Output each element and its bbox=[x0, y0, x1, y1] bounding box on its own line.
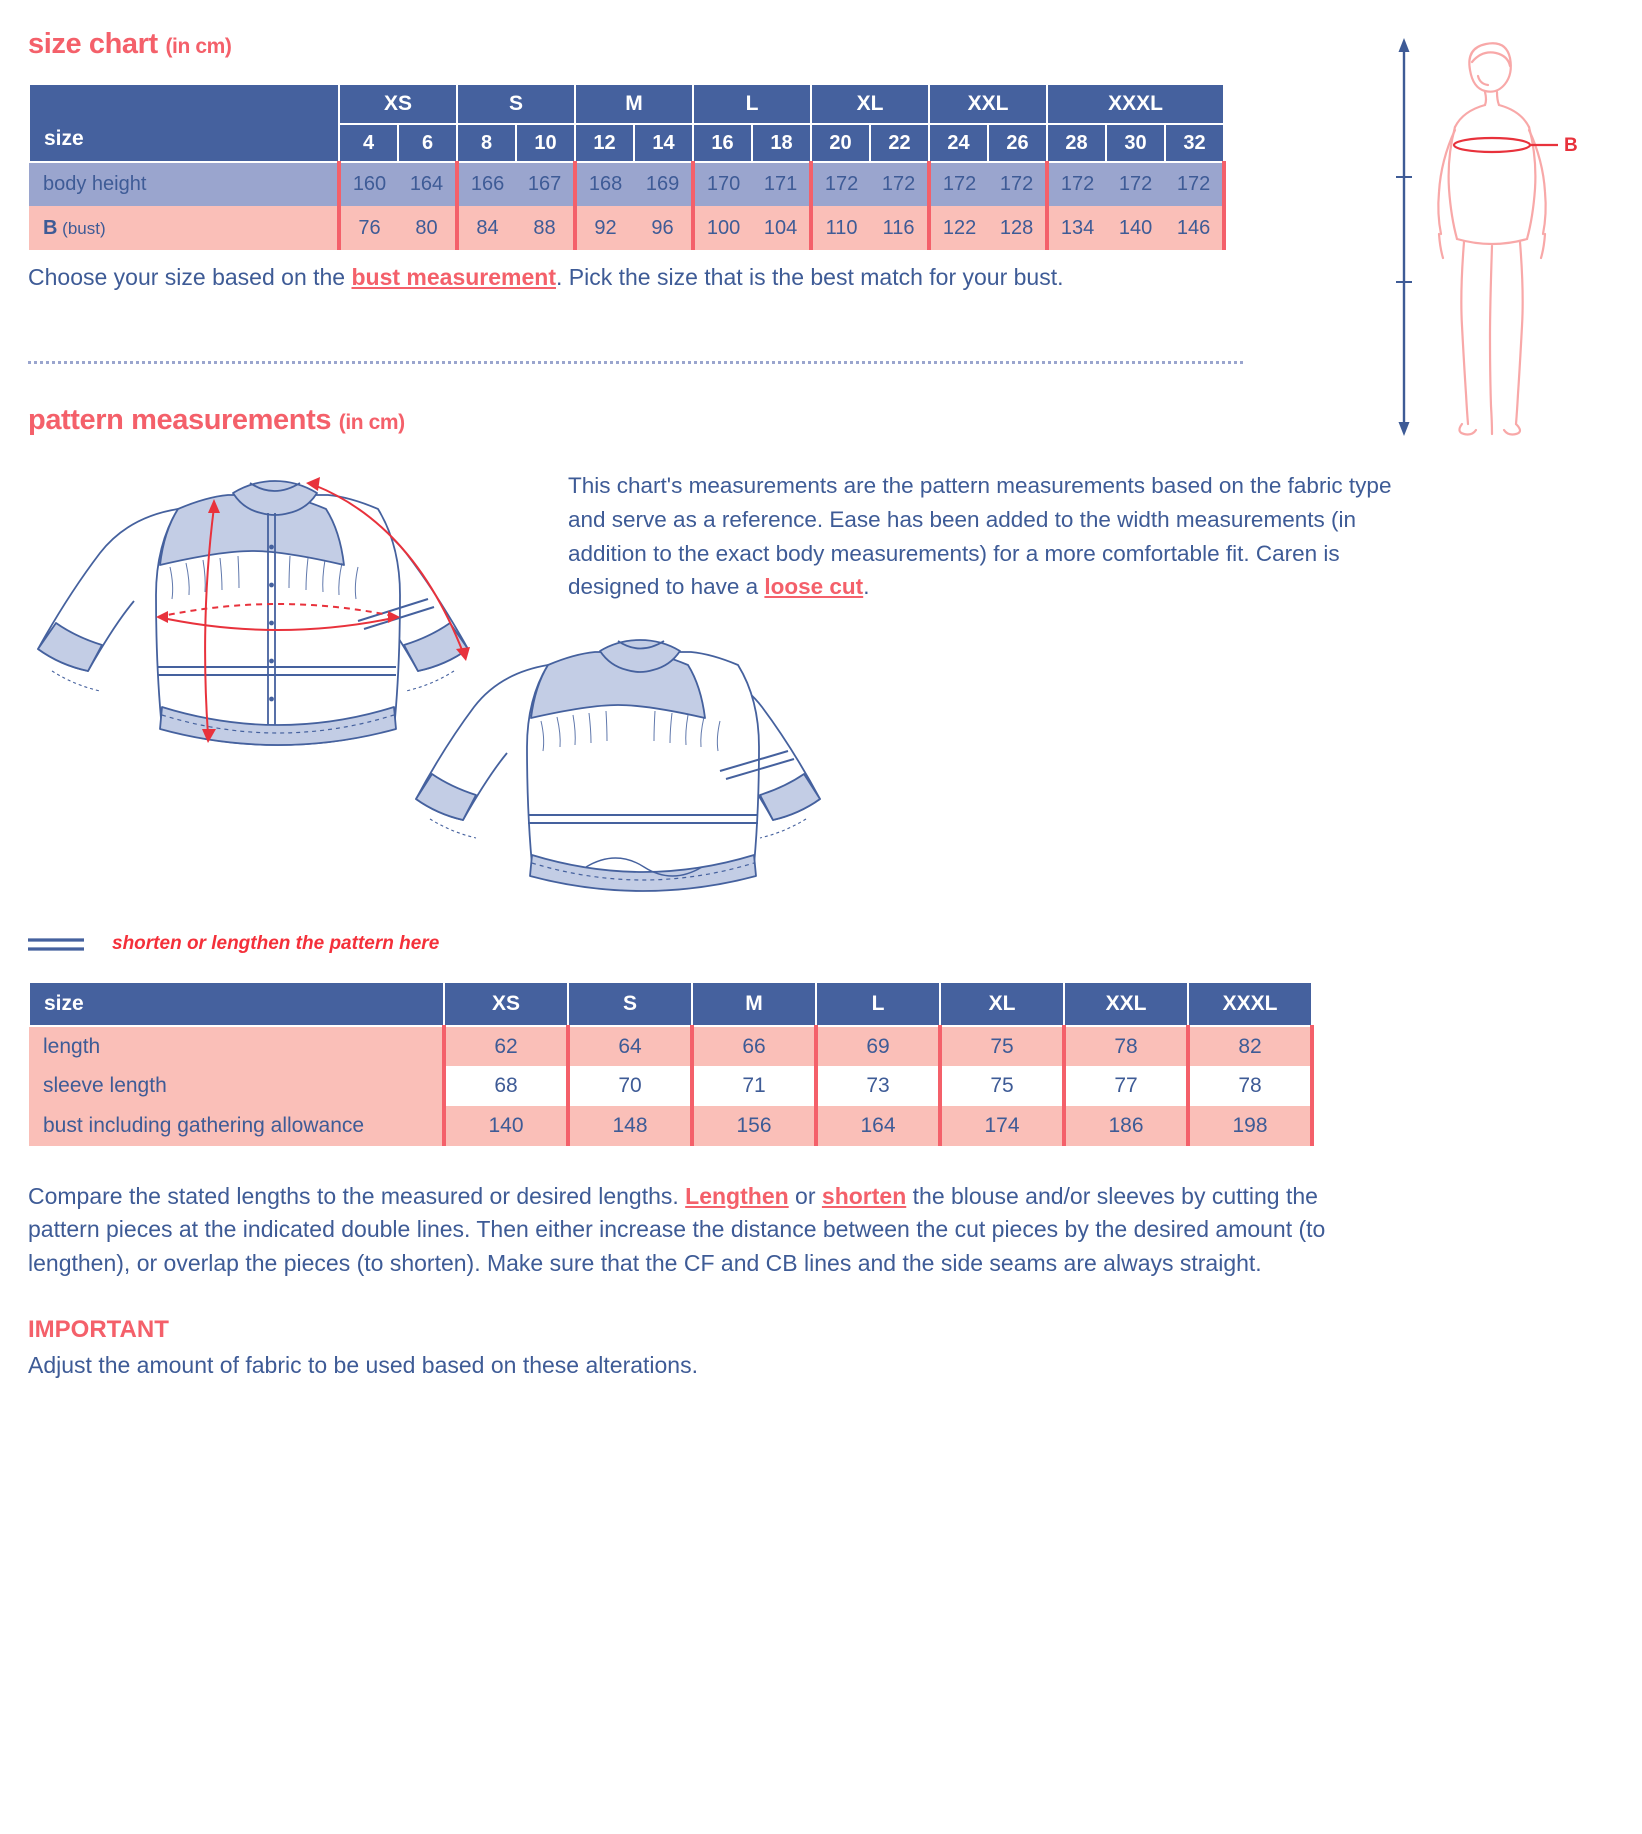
pattern-intro-part1: This chart's measurements are the pattern measurements based on the fabric type and serve as a reference. Ease has been added to the width measurements (in addition to the exact body measurements) for a more comfortable fit. Caren is designed to have a bbox=[568, 473, 1392, 600]
size-chart-label-cell: size bbox=[29, 84, 339, 162]
shorten-lengthen-text: shorten or lengthen the pattern here bbox=[112, 933, 440, 955]
pattern-size-xxl: XXL bbox=[1064, 982, 1188, 1026]
numeric-size-6: 6 bbox=[398, 124, 457, 162]
bust-8: 84 bbox=[457, 206, 516, 250]
size-header-xxxl: XXXL bbox=[1047, 84, 1224, 124]
row-label-bust-letter: B bbox=[43, 216, 58, 239]
bust-allowance-xxl: 186 bbox=[1064, 1106, 1188, 1146]
length-xxl: 78 bbox=[1064, 1026, 1188, 1066]
important-body-text: Adjust the amount of fabric to be used based on these alterations. bbox=[28, 1352, 698, 1379]
loose-cut-link[interactable]: loose cut bbox=[764, 574, 864, 600]
size-chart-unit: (in cm) bbox=[165, 35, 232, 58]
note-text-part2: . Pick the size that is the best match for your bust. bbox=[556, 264, 1064, 290]
numeric-size-28: 28 bbox=[1047, 124, 1106, 162]
body-height-10: 167 bbox=[516, 162, 575, 206]
numeric-size-16: 16 bbox=[693, 124, 752, 162]
bust-18: 104 bbox=[752, 206, 811, 250]
pattern-unit: (in cm) bbox=[338, 411, 405, 435]
pattern-intro-text bbox=[568, 469, 1398, 604]
numeric-size-8: 8 bbox=[457, 124, 516, 162]
sleeve-length-l: 73 bbox=[816, 1066, 940, 1106]
body-height-26: 172 bbox=[988, 162, 1047, 206]
alteration-instructions bbox=[28, 1180, 1358, 1280]
size-header-l: L bbox=[693, 84, 811, 124]
body-height-28: 172 bbox=[1047, 162, 1106, 206]
bust-28: 134 bbox=[1047, 206, 1106, 250]
sleeve-length-m: 71 bbox=[692, 1066, 816, 1106]
bust-4: 76 bbox=[339, 206, 398, 250]
bust-allowance-m: 156 bbox=[692, 1106, 816, 1146]
numeric-size-26: 26 bbox=[988, 124, 1047, 162]
pattern-size-l: L bbox=[816, 982, 940, 1026]
body-height-6: 164 bbox=[398, 162, 457, 206]
size-header-xs: XS bbox=[339, 84, 457, 124]
pattern-measurements-table bbox=[28, 981, 1314, 1146]
body-height-30: 172 bbox=[1106, 162, 1165, 206]
bust-allowance-l: 164 bbox=[816, 1106, 940, 1146]
bust-allowance-xs: 140 bbox=[444, 1106, 568, 1146]
bust-26: 128 bbox=[988, 206, 1047, 250]
pattern-row-length bbox=[29, 1026, 1312, 1066]
row-label-bust-word: (bust) bbox=[57, 218, 106, 238]
length-l: 69 bbox=[816, 1026, 940, 1066]
numeric-size-30: 30 bbox=[1106, 124, 1165, 162]
bust-marker-label: B bbox=[1564, 135, 1578, 156]
alteration-part3: the blouse and/or sleeves by cutting the pattern pieces at the indicated double lines. Then either increase the distance between the cut pieces by the desired amount (to lengthen), or overlap the pieces (to shorten). Make sure that the CF and CB lines and the side seams are always straight. bbox=[28, 1183, 1326, 1276]
size-chart-header-row-sizes bbox=[29, 84, 1224, 124]
numeric-size-20: 20 bbox=[811, 124, 870, 162]
row-label-body-height: body height bbox=[29, 162, 339, 206]
alteration-part2: or bbox=[788, 1183, 822, 1210]
bust-14: 96 bbox=[634, 206, 693, 250]
body-height-24: 172 bbox=[929, 162, 988, 206]
numeric-size-22: 22 bbox=[870, 124, 929, 162]
shorten-link[interactable]: shorten bbox=[821, 1183, 907, 1210]
pattern-size-xl: XL bbox=[940, 982, 1064, 1026]
body-height-16: 170 bbox=[693, 162, 752, 206]
numeric-size-32: 32 bbox=[1165, 124, 1224, 162]
sleeve-length-xs: 68 bbox=[444, 1066, 568, 1106]
body-height-20: 172 bbox=[811, 162, 870, 206]
pattern-size-s: S bbox=[568, 982, 692, 1026]
bust-12: 92 bbox=[575, 206, 634, 250]
size-header-xl: XL bbox=[811, 84, 929, 124]
body-height-4: 160 bbox=[339, 162, 398, 206]
numeric-size-18: 18 bbox=[752, 124, 811, 162]
numeric-size-10: 10 bbox=[516, 124, 575, 162]
bust-30: 140 bbox=[1106, 206, 1165, 250]
bust-allowance-s: 148 bbox=[568, 1106, 692, 1146]
body-height-32: 172 bbox=[1165, 162, 1224, 206]
table-row-bust bbox=[29, 206, 1224, 250]
pattern-intro-part2: . bbox=[863, 574, 870, 600]
note-text-part1: Choose your size based on the bbox=[28, 264, 352, 290]
sleeve-length-xl: 75 bbox=[940, 1066, 1064, 1106]
sleeve-length-xxxl: 78 bbox=[1188, 1066, 1312, 1106]
size-chart-note bbox=[28, 262, 1238, 293]
alteration-part1: Compare the stated lengths to the measured or desired lengths. bbox=[28, 1183, 686, 1210]
pattern-size-xxxl: XXXL bbox=[1188, 982, 1312, 1026]
shorten-lengthen-legend bbox=[28, 933, 1642, 955]
bust-6: 80 bbox=[398, 206, 457, 250]
lengthen-link[interactable]: Lengthen bbox=[685, 1183, 789, 1210]
pattern-row-sleeve-length bbox=[29, 1066, 1312, 1106]
size-header-xxl: XXL bbox=[929, 84, 1047, 124]
sleeve-length-s: 70 bbox=[568, 1066, 692, 1106]
bust-32: 146 bbox=[1165, 206, 1224, 250]
numeric-size-12: 12 bbox=[575, 124, 634, 162]
blouse-back-illustration bbox=[408, 629, 868, 929]
length-m: 66 bbox=[692, 1026, 816, 1066]
body-height-8: 166 bbox=[457, 162, 516, 206]
pattern-measurements-section bbox=[28, 404, 1642, 1379]
length-xl: 75 bbox=[940, 1026, 1064, 1066]
body-figure-illustration bbox=[1392, 32, 1632, 442]
section-divider bbox=[28, 361, 1243, 364]
pattern-size-xs: XS bbox=[444, 982, 568, 1026]
pattern-title: pattern measurements bbox=[28, 404, 332, 437]
blouse-illustrations bbox=[28, 459, 1428, 929]
bust-measurement-link[interactable]: bust measurement bbox=[351, 264, 556, 290]
numeric-size-24: 24 bbox=[929, 124, 988, 162]
bust-22: 116 bbox=[870, 206, 929, 250]
body-height-14: 169 bbox=[634, 162, 693, 206]
bust-allowance-xl: 174 bbox=[940, 1106, 1064, 1146]
row-label-bust bbox=[29, 206, 339, 250]
length-xxxl: 82 bbox=[1188, 1026, 1312, 1066]
bust-10: 88 bbox=[516, 206, 575, 250]
size-chart-table bbox=[28, 83, 1226, 250]
bust-20: 110 bbox=[811, 206, 870, 250]
bust-16: 100 bbox=[693, 206, 752, 250]
size-header-s: S bbox=[457, 84, 575, 124]
body-height-18: 171 bbox=[752, 162, 811, 206]
pattern-table-header-row bbox=[29, 982, 1312, 1026]
important-heading: IMPORTANT bbox=[28, 1316, 169, 1344]
pattern-label-bust-allowance: bust including gathering allowance bbox=[29, 1106, 444, 1146]
bust-allowance-xxxl: 198 bbox=[1188, 1106, 1312, 1146]
pattern-heading bbox=[28, 404, 1642, 437]
size-chart-title: size chart bbox=[28, 28, 158, 60]
numeric-size-4: 4 bbox=[339, 124, 398, 162]
body-height-12: 168 bbox=[575, 162, 634, 206]
size-header-m: M bbox=[575, 84, 693, 124]
pattern-label-sleeve-length: sleeve length bbox=[29, 1066, 444, 1106]
pattern-row-bust-allowance bbox=[29, 1106, 1312, 1146]
pattern-size-m: M bbox=[692, 982, 816, 1026]
sleeve-length-xxl: 77 bbox=[1064, 1066, 1188, 1106]
length-s: 64 bbox=[568, 1026, 692, 1066]
length-xs: 62 bbox=[444, 1026, 568, 1066]
pattern-table-label-cell: size bbox=[29, 982, 444, 1026]
bust-24: 122 bbox=[929, 206, 988, 250]
body-height-22: 172 bbox=[870, 162, 929, 206]
pattern-label-length: length bbox=[29, 1026, 444, 1066]
table-row-body-height bbox=[29, 162, 1224, 206]
double-line-icon bbox=[28, 935, 84, 953]
numeric-size-14: 14 bbox=[634, 124, 693, 162]
